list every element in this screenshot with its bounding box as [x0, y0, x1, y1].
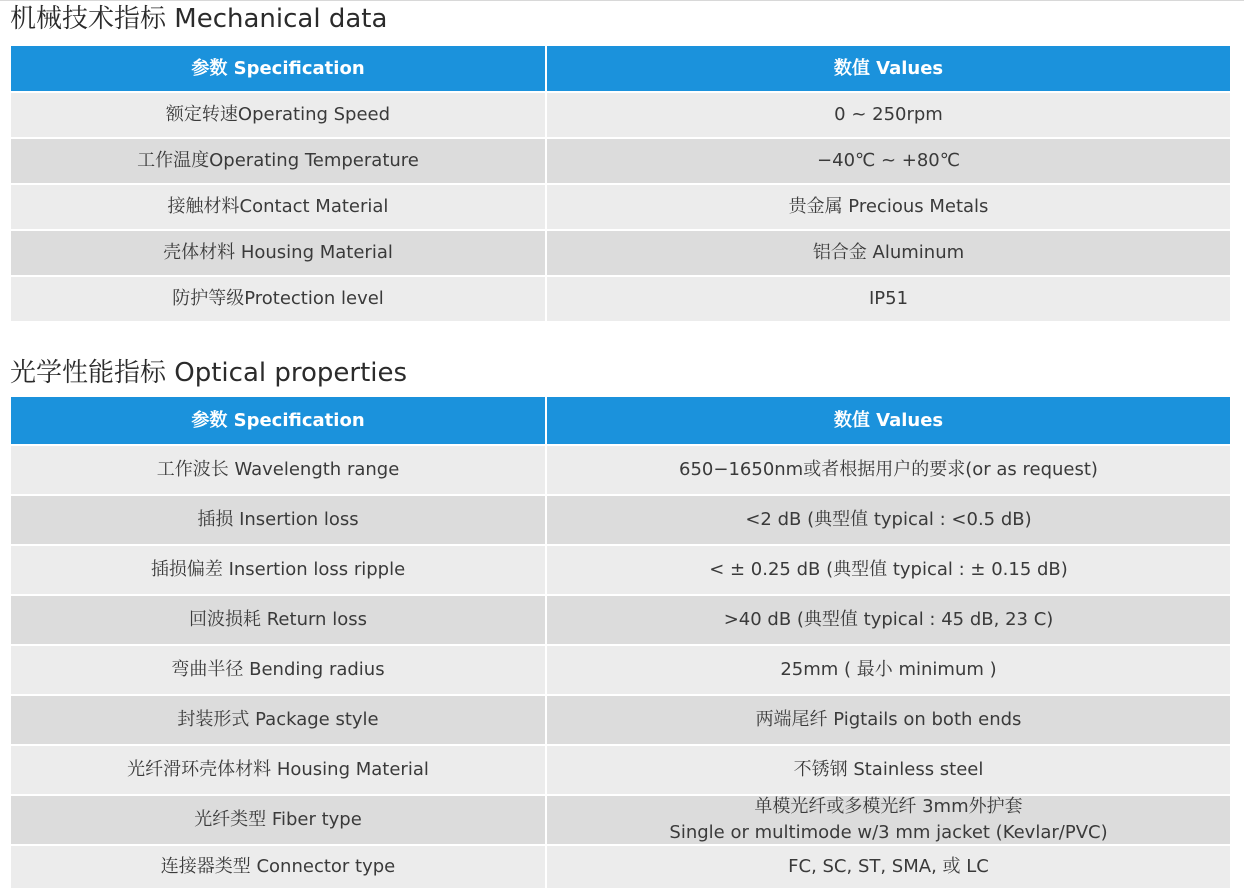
value-cell: IP51 — [547, 277, 1230, 321]
value-cell: 贵金属 Precious Metals — [547, 185, 1230, 229]
table-row — [11, 446, 1230, 494]
value-cell: >40 dB (典型值 typical : 45 dB, 23 C) — [547, 596, 1230, 644]
value-cell: 0 ~ 250rpm — [547, 93, 1230, 137]
spec-cell: 回波损耗 Return loss — [11, 596, 545, 644]
value-line-2: Single or multimode w/3 mm jacket (Kevlar/PVC) — [669, 822, 1108, 843]
spec-cell: 连接器类型 Connector type — [11, 846, 545, 888]
optical-section-title: 光学性能指标 Optical properties — [10, 358, 408, 388]
table-row — [11, 231, 1230, 275]
spec-cell: 光纤类型 Fiber type — [11, 796, 545, 844]
value-cell: 不锈钢 Stainless steel — [547, 746, 1230, 794]
table-row — [11, 796, 1230, 844]
value-cell: <2 dB (典型值 typical : <0.5 dB) — [547, 496, 1230, 544]
table-row — [11, 185, 1230, 229]
value-cell: −40℃ ~ +80℃ — [547, 139, 1230, 183]
spec-cell: 壳体材料 Housing Material — [11, 231, 545, 275]
table-row — [11, 139, 1230, 183]
table-row — [11, 746, 1230, 794]
header-spec: 参数 Specification — [11, 397, 545, 444]
mechanical-section-title: 机械技术指标 Mechanical data — [10, 4, 388, 34]
header-spec: 参数 Specification — [11, 46, 545, 91]
header-value: 数值 Values — [547, 46, 1230, 91]
table-row — [11, 93, 1230, 137]
spec-cell: 工作波长 Wavelength range — [11, 446, 545, 494]
value-cell: 650−1650nm或者根据用户的要求(or as request) — [547, 446, 1230, 494]
table-row — [11, 696, 1230, 744]
value-cell: < ± 0.25 dB (典型值 typical : ± 0.15 dB) — [547, 546, 1230, 594]
spec-cell: 插损 Insertion loss — [11, 496, 545, 544]
table-row — [11, 596, 1230, 644]
top-divider — [0, 0, 1244, 1]
value-multiline — [669, 794, 1107, 846]
value-cell: 铝合金 Aluminum — [547, 231, 1230, 275]
spec-cell: 接触材料Contact Material — [11, 185, 545, 229]
spec-cell: 工作温度Operating Temperature — [11, 139, 545, 183]
spec-cell: 额定转速Operating Speed — [11, 93, 545, 137]
value-cell — [547, 796, 1230, 844]
table-row — [11, 277, 1230, 321]
value-line-1: 单模光纤或多模光纤 3mm外护套 — [754, 796, 1023, 817]
value-cell: 25mm ( 最小 minimum ) — [547, 646, 1230, 694]
spec-cell: 弯曲半径 Bending radius — [11, 646, 545, 694]
spec-cell: 插损偏差 Insertion loss ripple — [11, 546, 545, 594]
table-header-row — [11, 46, 1230, 91]
value-cell: FC, SC, ST, SMA, 或 LC — [547, 846, 1230, 888]
table-row — [11, 846, 1230, 888]
table-row — [11, 546, 1230, 594]
table-row — [11, 496, 1230, 544]
value-cell: 两端尾纤 Pigtails on both ends — [547, 696, 1230, 744]
optical-table — [11, 397, 1230, 888]
table-row — [11, 646, 1230, 694]
spec-cell: 封装形式 Package style — [11, 696, 545, 744]
spec-cell: 防护等级Protection level — [11, 277, 545, 321]
header-value: 数值 Values — [547, 397, 1230, 444]
table-header-row — [11, 397, 1230, 444]
spec-cell: 光纤滑环壳体材料 Housing Material — [11, 746, 545, 794]
mechanical-table — [11, 46, 1230, 321]
